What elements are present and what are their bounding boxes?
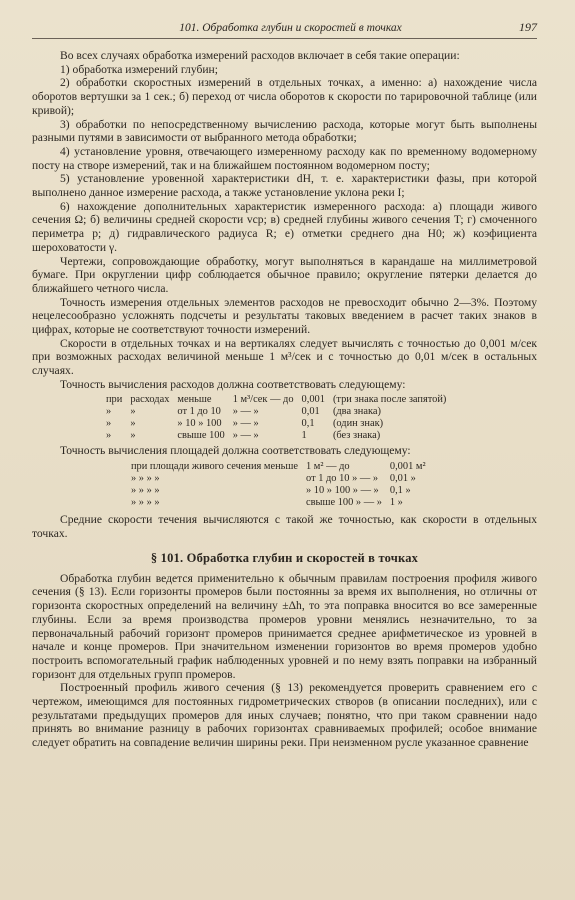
table-row: [102, 406, 450, 418]
table-cell: »: [130, 417, 136, 429]
table-cell: 0,01 »: [389, 473, 416, 485]
flow-accuracy-table: [102, 394, 450, 442]
accuracy-paragraph: Точность измерения отдельных элементов расходов не превосходит обычно 2—3%. Поэтому нецелесообразно усложнять подсчеты и результаты таковых введением в расчет таких знаков в цифрах, которые не соответствуют точности измерений.: [32, 295, 537, 337]
table-cell: меньше: [177, 393, 212, 405]
operation-item: 1) обработка измерений глубин;: [60, 62, 218, 76]
table-cell: от 1 до 10 » — »: [306, 473, 379, 485]
operation-item: 5) установление уровенной характеристики dH, т. е. характеристики фазы, при которой выполнено данное измерение расхода, а также установление уклона реки I;: [32, 172, 537, 200]
table-cell: » » » »: [131, 473, 160, 485]
table-cell: (два знака): [332, 405, 381, 417]
table-cell: 0,1 »: [389, 485, 411, 497]
table-cell: 0,001: [301, 393, 325, 405]
section-paragraph: Обработка глубин ведется применительно к обычным правилам построения профиля живого сечения (§ 13). Если горизонты промеров были постоянны за время их выполнения, но отличны от горизонта скоростных определений на величину ±Δh, то эта поправка вносится во все замеренные глубины. Если за время производства промеров уровни менялись незначительно, то за первоначальный рабочий горизонт промеров принимается среднее арифметическое из уровней в начале и конце промеров. При значительном изменении горизонтов во время промеров удобно построить вспомогательный график наблюденных уровней и по нему взять поправки на избранный горизонт для отдельных групп промеров.: [32, 571, 537, 681]
table-cell: » 10 » 100: [177, 417, 222, 429]
table-cell: » — »: [232, 429, 259, 441]
table-cell: (без знака): [332, 429, 381, 441]
table-cell: от 1 до 10: [177, 405, 221, 417]
table-cell: » » » »: [131, 485, 160, 497]
table-cell: 0,001 м²: [389, 461, 426, 473]
table-cell: при площади живого сечения меньше: [131, 461, 299, 473]
table-cell: »: [106, 429, 112, 441]
page-number: 197: [519, 20, 537, 34]
operations-list: [32, 63, 537, 255]
table-cell: »: [130, 405, 136, 417]
table-cell: »: [106, 405, 112, 417]
running-title: 101. Обработка глубин и скоростей в точках: [179, 22, 402, 34]
table-cell: свыше 100 » — »: [306, 497, 382, 509]
table-row: [102, 430, 450, 442]
speeds-paragraph: Скорости в отдельных точках и на вертикалях следует вычислять с точностью до 0,001 м/сек при возможных расходах величиной меньше 1 м³/сек и с точностью до 0,01 м/сек в остальных случаях.: [32, 336, 537, 378]
table-cell: 0,1: [301, 417, 315, 429]
table-cell: расходах: [130, 393, 170, 405]
table-row: [127, 461, 430, 473]
section-heading: § 101. Обработка глубин и скоростей в точках: [150, 550, 419, 565]
area-accuracy-paragraph: Точность вычисления площадей должна соответствовать следующему:: [60, 443, 411, 457]
table-cell: (три знака после запятой): [332, 393, 447, 405]
operation-item: 2) обработки скоростных измерений в отдельных точках, а именно: а) нахождение числа оборотов вертушки за 1 сек.; б) переход от числа оборотов к скорости по тарировочной таблице (или кривой);: [32, 76, 537, 117]
table-cell: 1: [301, 429, 307, 441]
operation-item: 3) обработки по непосредственному вычислению расхода, которые могут быть выполнены разными путями в зависимости от выбранного метода обработки;: [32, 117, 537, 145]
running-header: [32, 20, 537, 39]
section-paragraph: Построенный профиль живого сечения (§ 13) рекомендуется проверить сравнением его с чертежом, имеющимся для постоянных гидрометрических створов (в описании последних), или с результатами предыдущих промеров для иных случаев; понятно, что при таком сравнении надо принять во внимание разницу в рабочих горизонтах сравниваемых профилей; особое внимание следует обратить на совпадение величин ширины реки. При неизменном русле указанное сравнение: [32, 681, 537, 750]
table-row: [127, 473, 430, 485]
flow-accuracy-paragraph: Точность вычисления расходов должна соответствовать следующему:: [60, 377, 406, 391]
table-cell: (один знак): [332, 417, 384, 429]
table-cell: » 10 » 100 » — »: [306, 485, 379, 497]
table-cell: » » » »: [131, 497, 160, 509]
table-cell: при: [106, 393, 123, 405]
table-cell: »: [106, 417, 112, 429]
table-cell: 0,01: [301, 405, 320, 417]
table-cell: » — »: [232, 405, 259, 417]
table-cell: »: [130, 429, 136, 441]
table-cell: 1 м² — до: [306, 461, 350, 473]
average-speeds-paragraph: Средние скорости течения вычисляются с такой же точностью, как скорости в отдельных точках.: [32, 513, 537, 540]
table-row: [102, 394, 450, 406]
table-cell: 1 м³/сек — до: [232, 393, 294, 405]
table-cell: » — »: [232, 417, 259, 429]
operation-item: 6) нахождение дополнительных характеристик измеренного расхода: а) площади живого сечения Ω; б) величины средней скорости vср; в) средней глубины живого сечения T; г) смоченного периметра p; д) гидравлического радиуса R; е) отметки среднего дна H0; ж) коэфициента шероховатости γ.: [32, 199, 537, 254]
area-accuracy-table: [127, 461, 430, 509]
table-cell: 1 »: [389, 497, 403, 509]
drawings-paragraph: Чертежи, сопровождающие обработку, могут выполняться в карандаше на миллиметровой бумаге. При округлении цифр соблюдается обычное правило; округление пятерки делается до ближайшего четного числа.: [32, 254, 537, 295]
table-row: [102, 418, 450, 430]
table-row: [127, 497, 430, 509]
table-row: [127, 485, 430, 497]
table-cell: свыше 100: [177, 429, 225, 441]
intro-paragraph: Во всех случаях обработка измерений расходов включает в себя такие операции:: [60, 49, 460, 62]
operation-item: 4) установление уровня, отвечающего измеренному расходу как по временному водомерному посту на створе измерений, так и на ближайшем постоянном водомерном посту;: [32, 144, 537, 172]
